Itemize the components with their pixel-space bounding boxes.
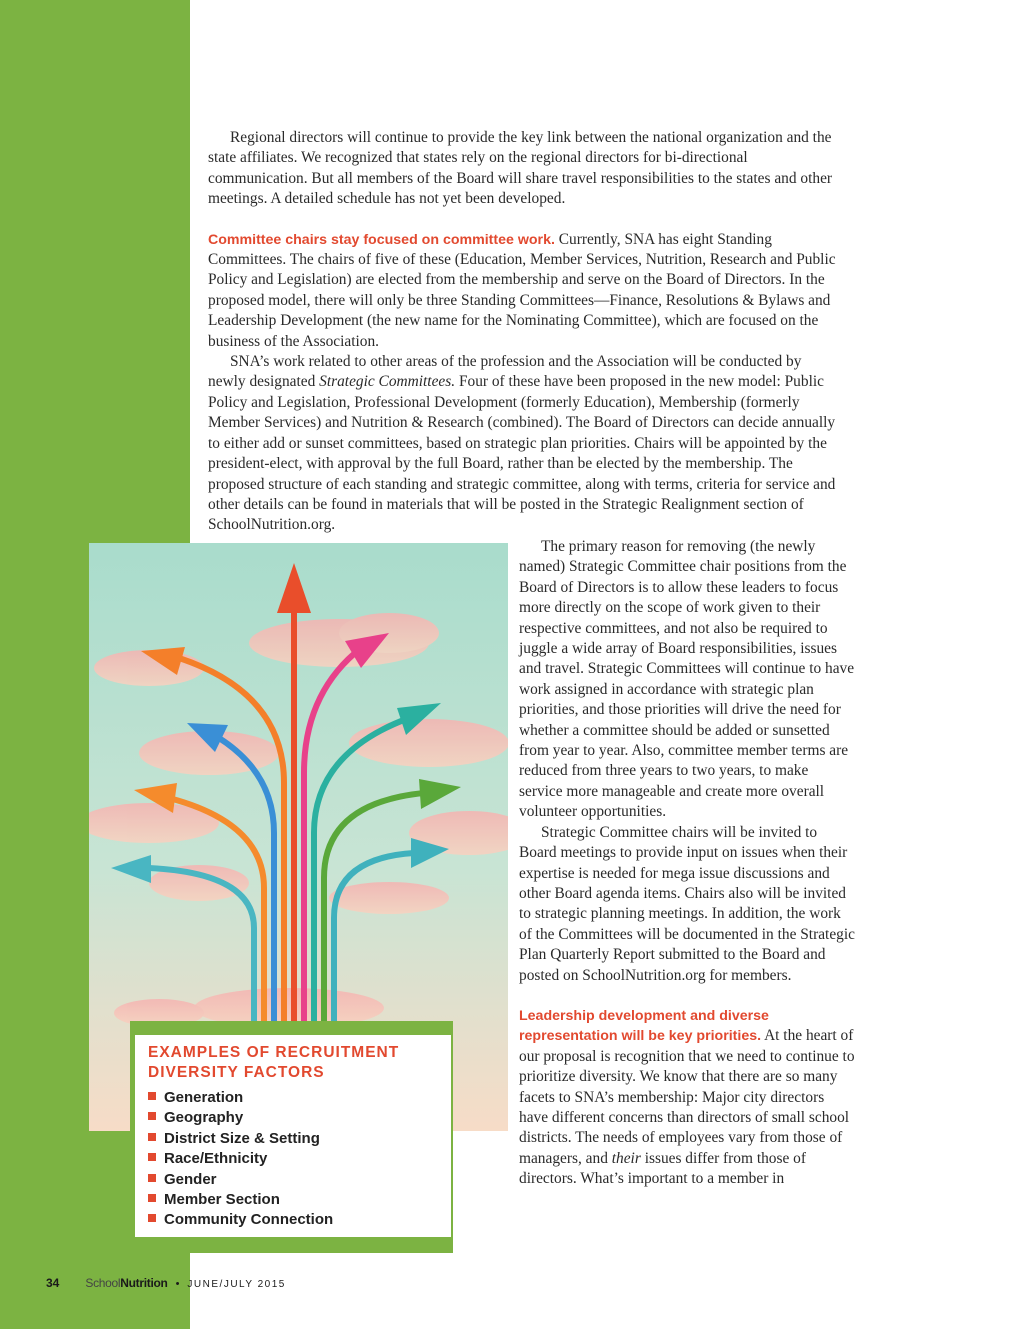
list-item: Geography [148,1108,451,1128]
list-item: District Size & Setting [148,1129,451,1149]
footer-bullet: • [175,1278,180,1290]
subhead-committee-chairs: Committee chairs stay focused on committee work. [208,231,555,248]
bullet-square-icon [148,1112,156,1120]
bullet-square-icon [148,1133,156,1141]
list-item: Community Connection [148,1210,451,1230]
bullet-square-icon [148,1092,156,1100]
list-item: Member Section [148,1190,451,1210]
issue-date: JUNE/JULY 2015 [187,1279,286,1290]
paragraph-regional-directors: Regional directors will continue to provide the key link between the national organization and the state affiliates. We recognized that states rely on the regional directors for bi-directional communication. But all members of the Board will share travel responsibilities to the states and other meetings. A detailed schedule has not yet been developed. [208,129,833,208]
top-text-column [208,128,840,536]
right-text-column [519,537,855,1190]
bullet-square-icon [148,1214,156,1222]
paragraph-strategic-committees: SNA’s work related to other areas of the profession and the Association will be conducted by newly designated Strategic Committees. Four of these have been proposed in the new model: Public Policy and Legislation, Professional Development (formerly Education), Membership (formerly Member Services) and Nutrition & Research (combined). The Board of Directors can decide annually to either add or sunset committees, based on strategic plan priorities. Chairs will be appointed by the president-elect, with approval by the full Board, rather than be elected by the membership. The proposed structure of each standing and strategic committee, along with terms, criteria for service and other details can be found in materials that will be posted in the Strategic Realignment section of SchoolNutrition.org. [208,353,836,534]
bullet-square-icon [148,1174,156,1182]
paragraph-committee-chairs: Committee chairs stay focused on committee work. Currently, SNA has eight Standing Committees. The chairs of five of these (Education, Member Services, Nutrition, Research and Public Policy and Legislation) are elected from the membership and serve on the Board of Directors. In the proposed model, there will only be three Standing Committees—Finance, Resolutions & Bylaws and Leadership Development (the new name for the Nominating Committee), which are focused on the business of the Association. [208,230,836,350]
list-item: Generation [148,1088,451,1108]
callout-list [135,1088,451,1231]
bullet-square-icon [148,1194,156,1202]
magazine-name-bold: Nutrition [120,1276,168,1290]
bullet-square-icon [148,1153,156,1161]
magazine-name-light: School [85,1276,121,1290]
page-number: 34 [46,1276,60,1290]
page-footer [46,1276,286,1292]
paragraph-leadership-diversity: Leadership development and diverse representation will be key priorities. At the heart of our proposal is recognition that we need to continue to prioritize diversity. We know that there are so many facets to SNA’s membership: Major city directors have different concerns than directors of small school districts. The needs of employees vary from those of managers, and their issues differ from those of directors. What’s important to a member in [519,1007,855,1188]
subhead-leadership-development: Leadership development and diverse representation will be key priorities. [519,1007,769,1045]
callout-title: EXAMPLES OF RECRUITMENT DIVERSITY FACTORS [148,1044,400,1081]
recruitment-diversity-callout [135,1035,451,1237]
list-item: Race/Ethnicity [148,1149,451,1169]
paragraph-primary-reason: The primary reason for removing (the newly named) Strategic Committee chair positions from the Board of Directors is to allow these leaders to focus more directly on the scope of work given to their respective committees, and not also be required to juggle a wide array of Board responsibilities, issues and travel. Strategic Committees will continue to have work assigned in accordance with strategic plan priorities, and those priorities will drive the need for whether a committee should be added or sunsetted from year to year. Also, committee member terms are reduced from three years to two years, to make service more manageable and create more overall volunteer opportunities. [519,538,855,821]
list-item: Gender [148,1170,451,1190]
paragraph-board-meetings: Strategic Committee chairs will be invited to Board meetings to provide input on issues when their expertise is needed for mega issue discussions and other Board agenda items. Chairs also will be invited to strategic planning meetings. In addition, the work of the Committees will be documented in the Strategic Plan Quarterly Report submitted to the Board and posted on SchoolNutrition.org for members. [519,823,855,984]
